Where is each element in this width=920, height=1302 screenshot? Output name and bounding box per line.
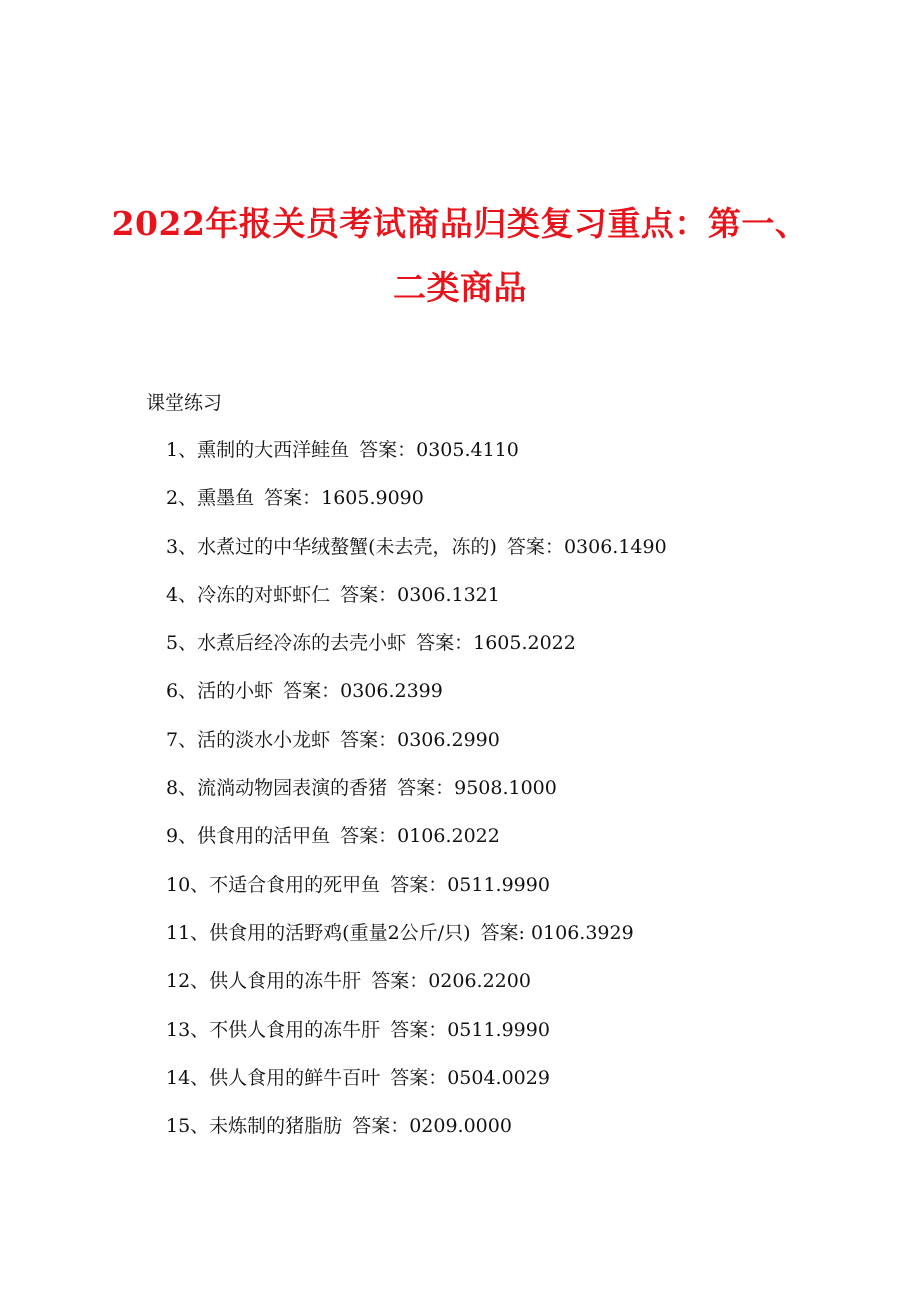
answer-label: 答案： (352, 1115, 410, 1138)
answer-label: 答案： (283, 680, 341, 703)
answer-code: 1605.9090 (321, 487, 424, 510)
list-item (166, 580, 667, 628)
question-text: 15、未炼制的猪脂肪 (166, 1115, 343, 1138)
list-item (166, 532, 667, 580)
answer-label: 答案： (390, 1018, 448, 1041)
question-text: 12、供人食用的冻牛肝 (166, 970, 362, 993)
question-text: 13、不供人食用的冻牛肝 (166, 1018, 381, 1041)
answer-code: 0106.3929 (530, 921, 634, 944)
answer-code: 0305.4110 (416, 439, 519, 461)
list-item (166, 821, 667, 869)
answer-code: 9508.1000 (454, 777, 557, 800)
list-item (166, 483, 667, 531)
question-text: 14、供人食用的鲜牛百叶 (166, 1066, 381, 1089)
list-item (166, 725, 667, 773)
answer-label: 答案： (390, 1066, 448, 1089)
list-item (166, 1015, 667, 1063)
title-line-2: 二类商品 (393, 268, 527, 307)
answer-label: 答案: (480, 921, 531, 944)
answer-label: 答案： (340, 583, 398, 606)
question-text: 11、供食用的活野鸡(重量2公斤/只) (166, 921, 471, 944)
answer-code: 0206.2200 (428, 970, 531, 993)
section-heading: 课堂练习 (146, 392, 223, 414)
answer-label: 答案： (416, 632, 474, 655)
answer-label: 答案： (340, 728, 398, 751)
list-item (166, 1111, 667, 1159)
list-item (166, 773, 667, 821)
answer-label: 答案： (340, 825, 398, 848)
answer-label: 答案： (359, 439, 417, 461)
list-item (166, 676, 667, 724)
question-text: 2、熏墨鱼 (166, 487, 255, 510)
answer-label: 答案： (397, 777, 455, 800)
question-text: 10、不适合食用的死甲鱼 (166, 873, 381, 896)
list-item (166, 870, 667, 918)
answer-code: 0511.9990 (447, 1018, 550, 1041)
question-text: 6、活的小虾 (166, 680, 274, 703)
list-item (166, 918, 667, 966)
answer-label: 答案： (264, 487, 322, 510)
answer-code: 0209.0000 (409, 1115, 512, 1138)
title-line-1: 2022年报关员考试商品归类复习重点：第一、 (111, 204, 809, 243)
answer-label: 答案： (371, 970, 429, 993)
answer-label: 答案： (390, 873, 448, 896)
answer-label: 答案： (506, 535, 564, 558)
question-text: 8、流淌动物园表演的香猪 (166, 777, 388, 800)
question-text: 1、熏制的大西洋鲑鱼 (166, 439, 350, 461)
document-title (60, 192, 860, 320)
question-text: 9、供食用的活甲鱼 (166, 825, 331, 848)
answer-code: 0306.2990 (397, 728, 500, 751)
list-item (166, 628, 667, 676)
answer-code: 0511.9990 (447, 873, 550, 896)
question-text: 5、水煮后经冷冻的去壳小虾 (166, 632, 407, 655)
answer-code: 0306.2399 (340, 680, 443, 703)
list-item (166, 966, 667, 1014)
list-item (166, 1063, 667, 1111)
answer-code: 1605.2022 (473, 632, 576, 655)
answer-code: 0306.1490 (563, 535, 667, 558)
answer-code: 0306.1321 (397, 583, 500, 606)
question-text: 4、冷冻的对虾虾仁 (166, 583, 331, 606)
answer-code: 0504.0029 (447, 1066, 550, 1089)
answer-code: 0106.2022 (397, 825, 500, 848)
exercise-list (166, 435, 667, 1159)
question-text: 3、水煮过的中华绒螯蟹(未去壳，冻的) (166, 535, 497, 558)
list-item (166, 435, 667, 483)
question-text: 7、活的淡水小龙虾 (166, 728, 331, 751)
